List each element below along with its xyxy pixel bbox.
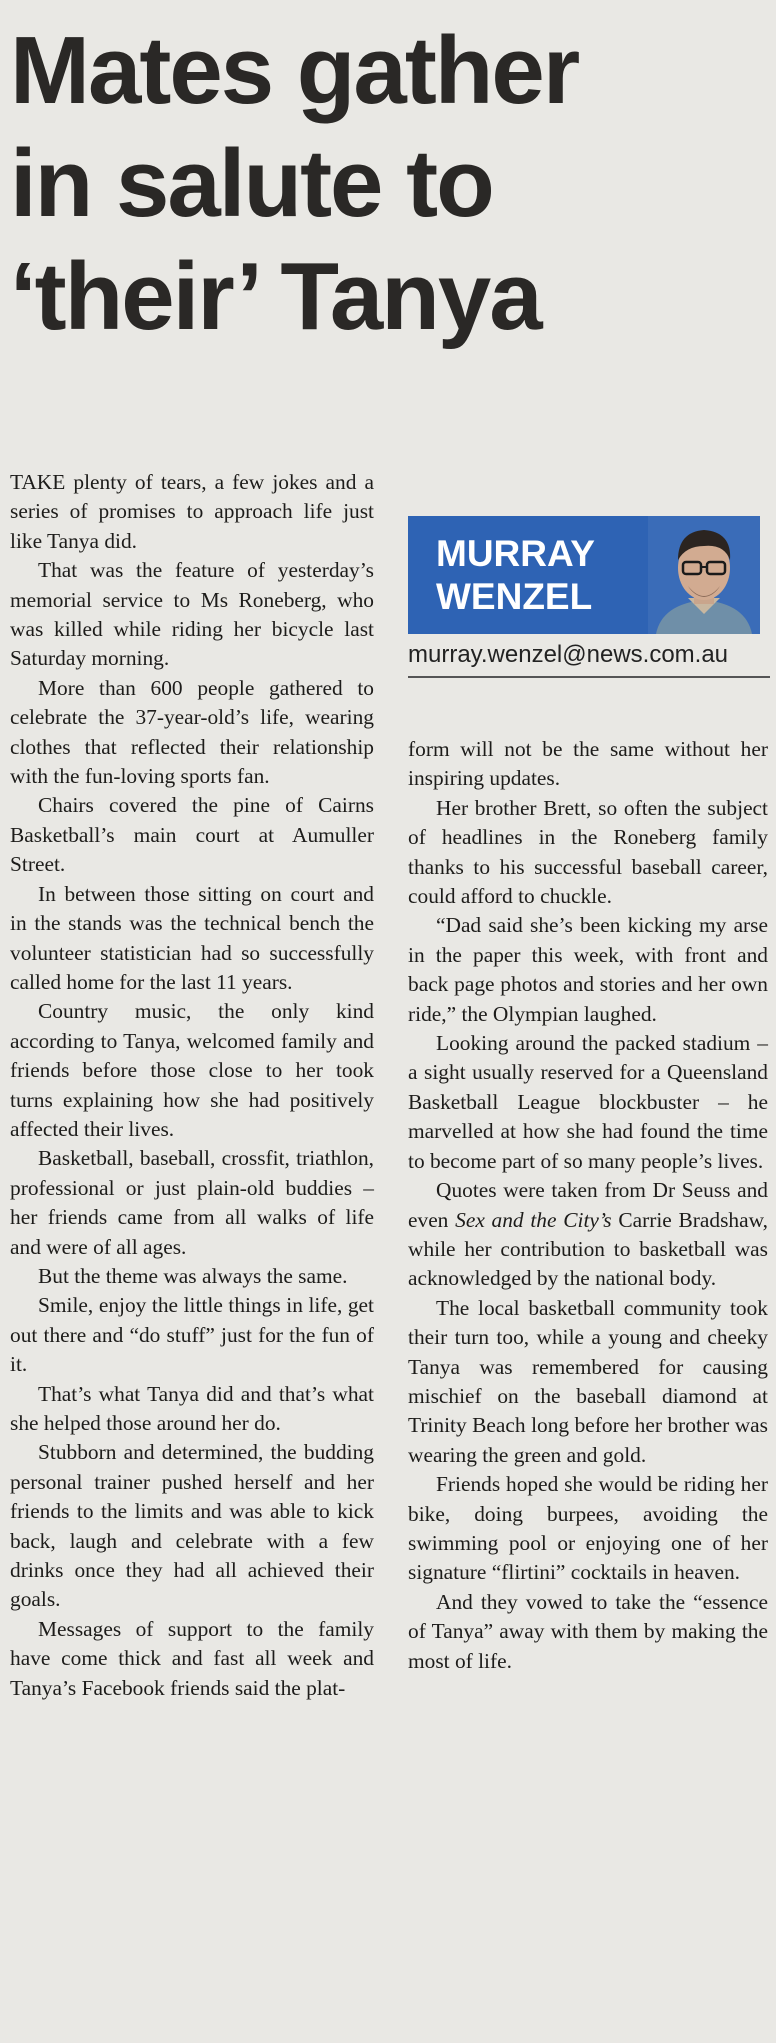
paragraph: Chairs covered the pine of Cairns Basketball’s main court at Aumuller Street. bbox=[10, 793, 374, 877]
quotes-text-end: Carrie Bradshaw, while her contribution to basketball was acknowledged by the national body. bbox=[408, 1207, 768, 1291]
paragraph: TAKE plenty of tears, a few jokes and a series of promises to approach life just like Tanya did. bbox=[10, 470, 374, 553]
headline bbox=[10, 14, 770, 353]
paragraph: More than 600 people gathered to celebrate the 37-year-old’s life, wearing clothes that reflected their relationship with the fun-loving sports fan. bbox=[10, 675, 374, 789]
paragraph: Friends hoped she would be riding her bike, doing burpees, avoiding the swimming pool or enjoying one of her signature “flirtini” cocktails in heaven. bbox=[408, 1472, 768, 1585]
paragraph: Country music, the only kind according to Tanya, welcomed family and friends before those close to her took turns explaining how she had positively affected their lives. bbox=[10, 999, 374, 1141]
quotes-text-start: Quotes were taken from Dr Seuss and even bbox=[408, 1178, 768, 1232]
paragraph: Her brother Brett, so often the subject of headlines in the Roneberg family thanks to his successful baseball career, could afford to chuckle. bbox=[408, 795, 768, 909]
paragraph: And they vowed to take the “essence of Tanya” away with them by making the most of life. bbox=[408, 1589, 768, 1673]
headline-line-3: ‘their’ Tanya bbox=[10, 243, 541, 350]
paragraph: form will not be the same without her inspiring updates. bbox=[408, 737, 768, 791]
author-first-name: MURRAY bbox=[436, 533, 595, 574]
paragraph: Stubborn and determined, the budding personal trainer pushed herself and her friends to the limits and was able to kick back, laugh and celebrate with a few drinks once they had all achieved their goals. bbox=[10, 1440, 374, 1612]
paragraph: Messages of support to the family have come thick and fast all week and Tanya’s Facebook friends said the plat- bbox=[10, 1616, 374, 1700]
paragraph: The local basketball community took their turn too, while a young and cheeky Tanya was remembered for causing mischief on the baseball diamond at Trinity Beach long before her brother was wearing the green and gold. bbox=[408, 1295, 768, 1467]
author-last-name: WENZEL bbox=[436, 576, 593, 617]
paragraph: That was the feature of yesterday’s memorial service to Ms Roneberg, who was killed while riding her bicycle last Saturday morning. bbox=[10, 558, 374, 671]
paragraph: “Dad said she’s been kicking my arse in the paper this week, with front and back page photos and stories and her own ride,” the Olympian laughed. bbox=[408, 913, 768, 1026]
author-email bbox=[408, 640, 770, 678]
author-email-text: murray.wenzel@news.com.au bbox=[408, 641, 729, 668]
paragraph: Looking around the packed stadium – a sight usually reserved for a Queensland Basketball League blockbuster – he marvelled at how she had found the time to become part of so many people’s lives. bbox=[408, 1031, 768, 1173]
paragraph: In between those sitting on court and in the stands was the technical bench the volunteer statistician had so successfully called home for the last 11 years. bbox=[10, 881, 374, 994]
headline-line-1: Mates gather bbox=[10, 17, 579, 124]
paragraph: But the theme was always the same. bbox=[38, 1263, 348, 1288]
article-column-1 bbox=[10, 468, 374, 1703]
paragraph: That’s what Tanya did and that’s what she helped those around her do. bbox=[10, 1381, 374, 1435]
paragraph bbox=[408, 1176, 768, 1294]
quotes-italic-title: Sex and the City’s bbox=[455, 1207, 612, 1232]
headline-line-2: in salute to bbox=[10, 130, 493, 237]
author-name bbox=[436, 532, 595, 618]
author-photo bbox=[648, 516, 760, 634]
paragraph: Basketball, baseball, crossfit, triathlon, professional or just plain-old buddies – her friends came from all walks of life and were of all ages. bbox=[10, 1146, 374, 1259]
article-column-2 bbox=[408, 735, 768, 1676]
byline-box bbox=[408, 516, 760, 634]
paragraph: Smile, enjoy the little things in life, get out there and “do stuff” just for the fun of it. bbox=[10, 1293, 374, 1377]
